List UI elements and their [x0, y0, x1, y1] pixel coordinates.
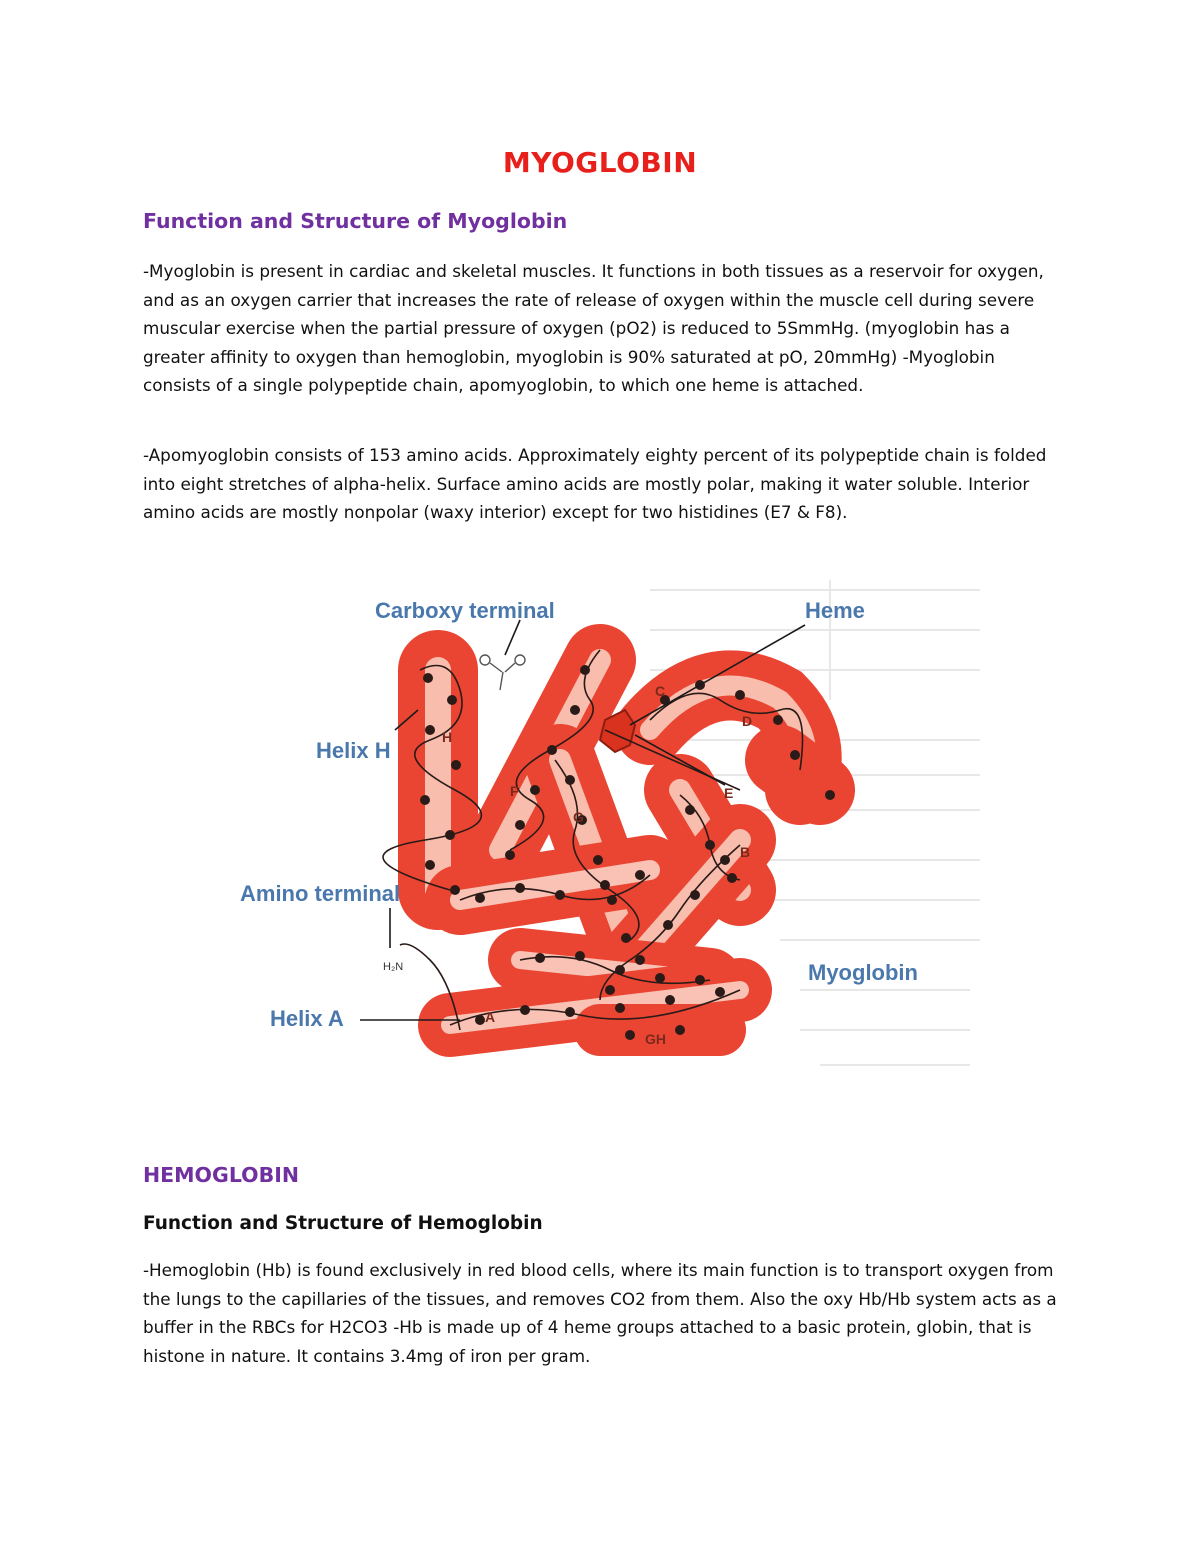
- label-heme: Heme: [805, 598, 865, 623]
- helix-letter-gh: GH: [645, 1031, 666, 1047]
- myoglobin-subheading: Function and Structure of Myoglobin: [143, 209, 568, 233]
- helix-letter-h: H: [442, 729, 453, 745]
- hemoglobin-paragraph-1: -Hemoglobin (Hb) is found exclusively in red blood cells, where its main function is to transport oxygen from the lungs to the capillaries of the tissues, and removes CO2 from them. Also the oxy Hb/Hb system acts as a buffer in the RBCs for H2CO3 -Hb is made up of 4 heme groups attached to a basic protein, globin, that is histone in nature. It contains 3.4mg of iron per gram.: [143, 1260, 1057, 1366]
- label-myoglobin: Myoglobin: [808, 960, 918, 985]
- helix-letter-f: F: [510, 783, 519, 799]
- helix-letter-g: G: [573, 809, 584, 825]
- helix-letter-a: A: [485, 1009, 496, 1025]
- myoglobin-paragraph-1: -Myoglobin is present in cardiac and skeletal muscles. It functions in both tissues as a reservoir for oxygen, and as an oxygen carrier that increases the rate of release of oxygen within the muscle cell during severe muscular exercise when the partial pressure of oxygen (pO2) is reduced to 5SmmHg. (myoglobin has a greater affinity to oxygen than hemoglobin, myoglobin is 90% saturated at pO, 20mmHg) -Myoglobin consists of a single polypeptide chain, apomyoglobin, to which one heme is attached.: [143, 261, 1044, 395]
- helix-letter-d: D: [742, 713, 753, 729]
- hemoglobin-title: HEMOGLOBIN: [143, 1163, 299, 1187]
- helix-letter-b: B: [740, 844, 751, 860]
- helix-letter-e: E: [724, 785, 734, 801]
- page-title: MYOGLOBIN: [502, 146, 698, 179]
- label-amino-terminal: Amino terminal: [240, 881, 401, 906]
- label-h2n: H₂N: [383, 961, 404, 973]
- label-helix-a: Helix A: [270, 1006, 344, 1031]
- label-helix-h: Helix H: [316, 738, 391, 763]
- hemoglobin-subheading: Function and Structure of Hemoglobin: [143, 1213, 543, 1234]
- carboxyl-group: [480, 655, 525, 690]
- helix-letter-c: C: [655, 683, 666, 699]
- myoglobin-paragraph-2: -Apomyoglobin consists of 153 amino acids. Approximately eighty percent of its polypeptide chain is folded into eight stretches of alpha-helix. Surface amino acids are mostly polar, making it water soluble. Interior amino acids are mostly nonpolar (waxy interior) except for two histidines (E7 & F8).: [143, 445, 1047, 522]
- label-carboxy-terminal: Carboxy terminal: [375, 598, 555, 623]
- myoglobin-structure-figure: [180, 560, 1010, 1120]
